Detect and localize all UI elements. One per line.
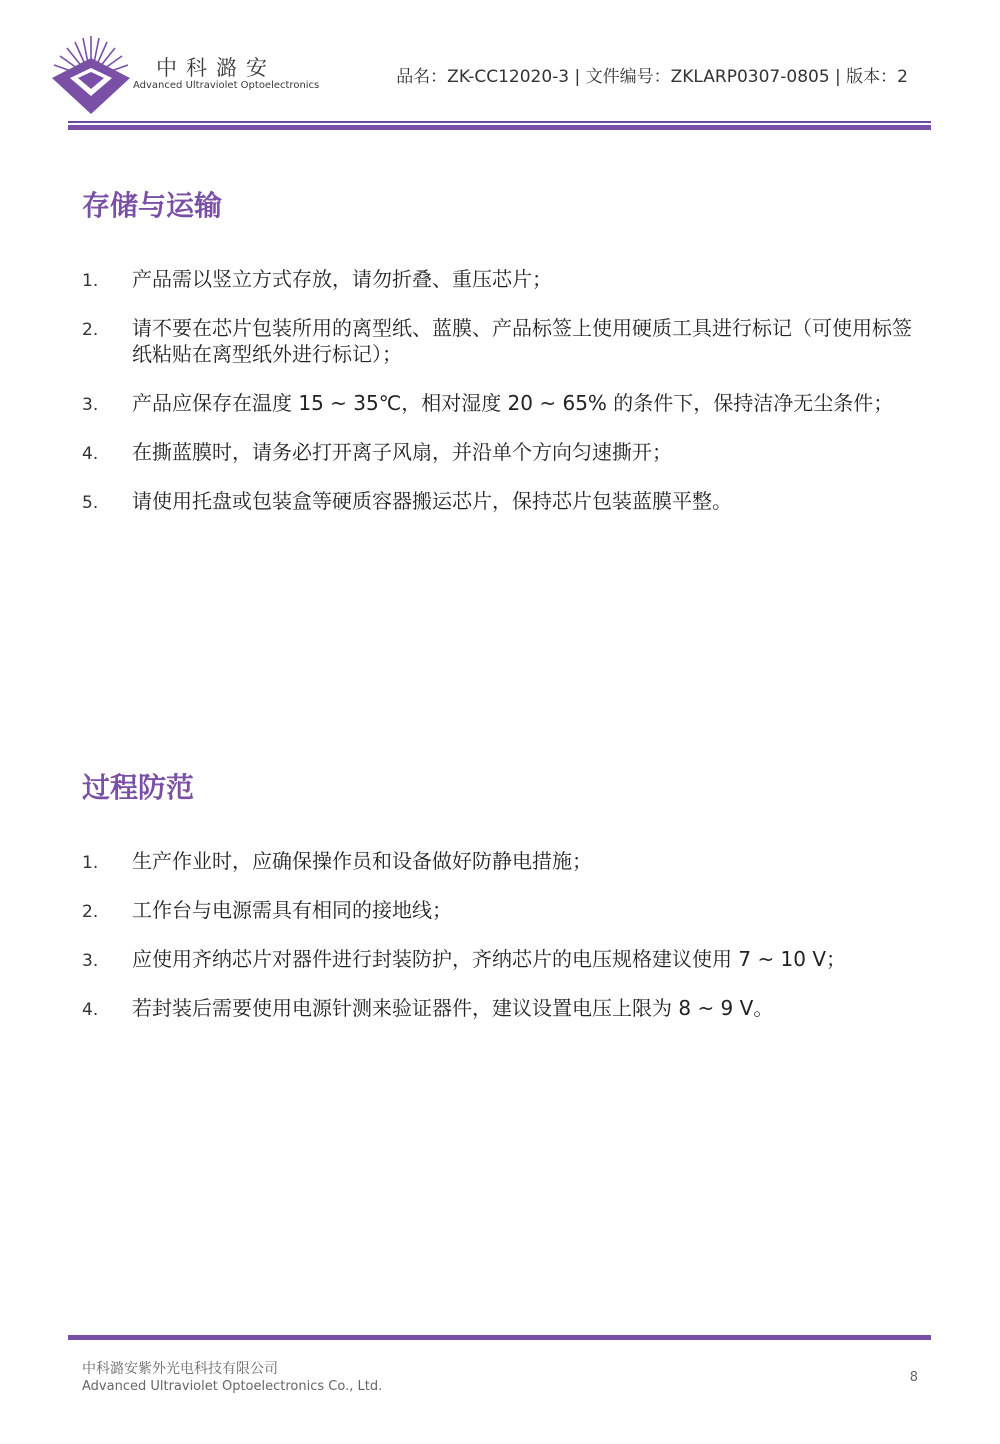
- item-number: 4.: [82, 1000, 99, 1020]
- page-header: [0, 0, 1000, 132]
- list-item: [82, 848, 922, 874]
- list-item: [82, 390, 922, 416]
- logo-chinese-name: 中科潞安: [156, 56, 276, 80]
- header-divider-thick: [68, 125, 931, 130]
- company-logo-icon: [50, 34, 132, 116]
- item-number: 5.: [82, 493, 99, 513]
- list-item: [82, 266, 922, 292]
- item-number: 4.: [82, 444, 99, 464]
- list-item: [82, 315, 922, 367]
- item-number: 1.: [82, 271, 99, 291]
- list-item: [82, 488, 922, 514]
- header-divider-thin: [68, 121, 931, 123]
- item-number: 1.: [82, 853, 99, 873]
- item-text: 产品需以竖立方式存放，请勿折叠、重压芯片；: [132, 267, 552, 291]
- item-text: 请使用托盘或包装盒等硬质容器搬运芯片，保持芯片包装蓝膜平整。: [132, 489, 732, 513]
- list-item: [82, 897, 922, 923]
- process-list: [82, 848, 922, 1021]
- storage-list: [82, 266, 922, 514]
- footer-company-english: Advanced Ultraviolet Optoelectronics Co., Ltd.: [82, 1379, 383, 1394]
- item-number: 2.: [82, 902, 99, 922]
- section-title: 存储与运输: [82, 189, 223, 222]
- item-text: 在撕蓝膜时，请务必打开离子风扇，并沿单个方向匀速撕开；: [132, 440, 672, 464]
- item-text: 请不要在芯片包装所用的离型纸、蓝膜、产品标签上使用硬质工具进行标记（可使用标签纸粘贴在离型纸外进行标记）；: [132, 316, 912, 366]
- footer-divider: [68, 1335, 931, 1340]
- footer-company-chinese: 中科潞安紫外光电科技有限公司: [82, 1361, 278, 1377]
- item-text: 工作台与电源需具有相同的接地线；: [132, 898, 452, 922]
- list-item: [82, 439, 922, 465]
- item-text: 若封装后需要使用电源针测来验证器件，建议设置电压上限为 8 ~ 9 V。: [132, 996, 774, 1020]
- section-title: 过程防范: [82, 771, 195, 804]
- item-text: 产品应保存在温度 15 ~ 35℃，相对湿度 20 ~ 65% 的条件下，保持洁净无尘条件；: [132, 391, 894, 415]
- document-info: 品名：ZK-CC12020-3 | 文件编号：ZKLARP0307-0805 | 版本：2: [396, 67, 908, 87]
- list-item: [82, 995, 922, 1021]
- item-text: 应使用齐纳芯片对器件进行封装防护，齐纳芯片的电压规格建议使用 7 ~ 10 V；: [132, 947, 847, 971]
- item-number: 2.: [82, 320, 99, 340]
- item-number: 3.: [82, 395, 99, 415]
- logo-english-name: Advanced Ultraviolet Optoelectronics: [133, 80, 320, 91]
- section-storage-transport: [82, 186, 922, 537]
- item-number: 3.: [82, 951, 99, 971]
- list-item: [82, 946, 922, 972]
- page-number: 8: [909, 1370, 918, 1385]
- item-text: 生产作业时，应确保操作员和设备做好防静电措施；: [132, 849, 592, 873]
- section-process-prevention: [82, 768, 922, 1044]
